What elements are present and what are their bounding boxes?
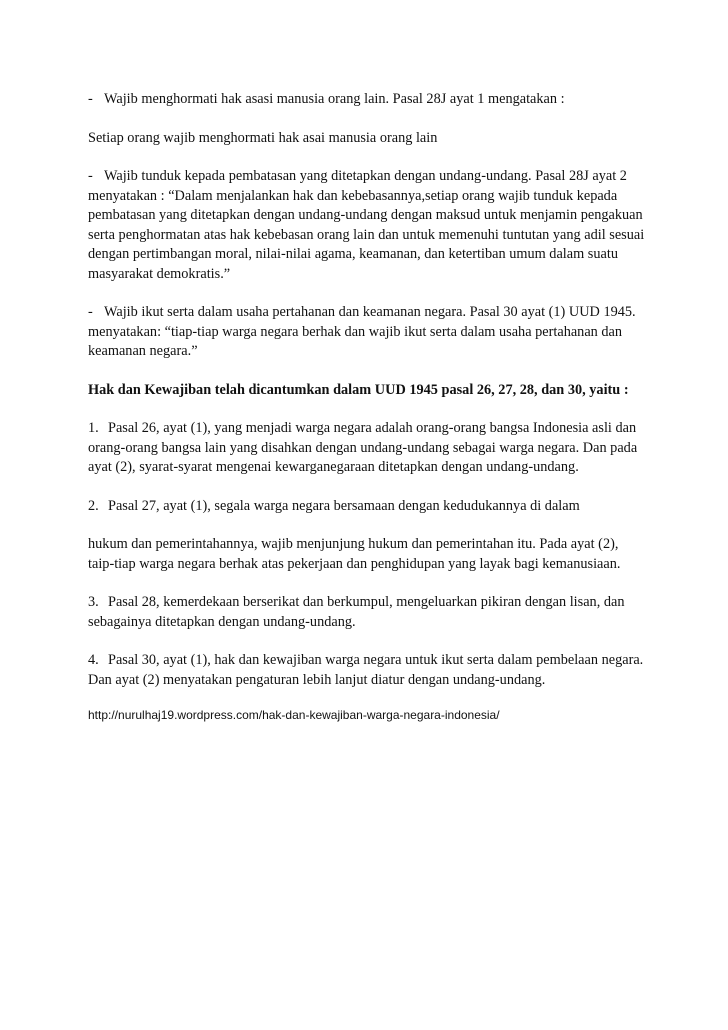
bullet-1 bbox=[88, 90, 648, 110]
list-item-3-text: Pasal 28, kemerdekaan berserikat dan berkumpul, mengeluarkan pikiran dengan lisan, dan sebagainya ditetapkan dengan undang-undang. bbox=[88, 594, 625, 630]
bullet-dash: - bbox=[88, 168, 93, 184]
list-number: 3. bbox=[88, 594, 99, 610]
list-item-2-text-a: Pasal 27, ayat (1), segala warga negara bersamaan dengan kedudukannya di dalam bbox=[108, 497, 580, 514]
bullet-3 bbox=[88, 303, 648, 362]
document-body bbox=[88, 90, 648, 723]
bullet-3-text: Wajib ikut serta dalam usaha pertahanan dan keamanan negara. Pasal 30 ayat (1) UUD 1945. menyatakan: “tiap-tiap warga negara berhak dan wajib ikut serta dalam usaha pertahanan dan keamanan negara.” bbox=[88, 304, 636, 359]
source-link[interactable]: http://nurulhaj19.wordpress.com/hak-dan-kewajiban-warga-negara-indonesia/ bbox=[88, 708, 500, 722]
bullet-dash: - bbox=[88, 91, 93, 107]
bullet-1-quote: Setiap orang wajib menghormati hak asai manusia orang lain bbox=[88, 129, 438, 146]
list-number: 4. bbox=[88, 652, 99, 668]
list-item-2-continuation: hukum dan pemerintahannya, wajib menjunjung hukum dan pemerintahan itu. Pada ayat (2), taip-tiap warga negara berhak atas pekerjaan dan penghidupan yang layak bagi kemanusiaan. bbox=[88, 536, 621, 572]
section-heading: Hak dan Kewajiban telah dicantumkan dalam UUD 1945 pasal 26, 27, 28, dan 30, yaitu : bbox=[88, 381, 629, 398]
list-number: 2. bbox=[88, 497, 99, 514]
list-item-1 bbox=[88, 419, 648, 478]
list-item-1-text: Pasal 26, ayat (1), yang menjadi warga negara adalah orang-orang bangsa Indonesia asli dan orang-orang bangsa lain yang disahkan dengan undang-undang sebagai warga negara. Dan pada ayat (2), syarat-syarat mengenai kewarganegaraan ditetapkan dengan undang-undang. bbox=[88, 420, 638, 475]
bullet-2 bbox=[88, 167, 648, 284]
bullet-1-text: Wajib menghormati hak asasi manusia orang lain. Pasal 28J ayat 1 mengatakan : bbox=[104, 91, 565, 107]
list-item-4-text: Pasal 30, ayat (1), hak dan kewajiban warga negara untuk ikut serta dalam pembelaan negara. Dan ayat (2) menyatakan pengaturan lebih lanjut diatur dengan undang-undang. bbox=[88, 652, 644, 688]
list-item-2-first-line bbox=[88, 497, 648, 517]
list-item-4 bbox=[88, 651, 648, 690]
list-item-3 bbox=[88, 593, 648, 632]
list-number: 1. bbox=[88, 420, 99, 436]
bullet-dash: - bbox=[88, 304, 93, 320]
bullet-2-text: Wajib tunduk kepada pembatasan yang ditetapkan dengan undang-undang. Pasal 28J ayat 2 menyatakan : “Dalam menjalankan hak dan kebebasannya,setiap orang wajib tunduk kepada pembatasan yang ditetapkan dengan undang-undang dengan maksud untuk menjamin pengakuan serta penghormatan atas hak kebebasan orang lain dan untuk memenuhi tuntutan yang adil sesuai dengan pertimbangan moral, nilai-nilai agama, keamanan, dan ketertiban umum dalam suatu masyarakat demokratis.” bbox=[88, 168, 645, 282]
